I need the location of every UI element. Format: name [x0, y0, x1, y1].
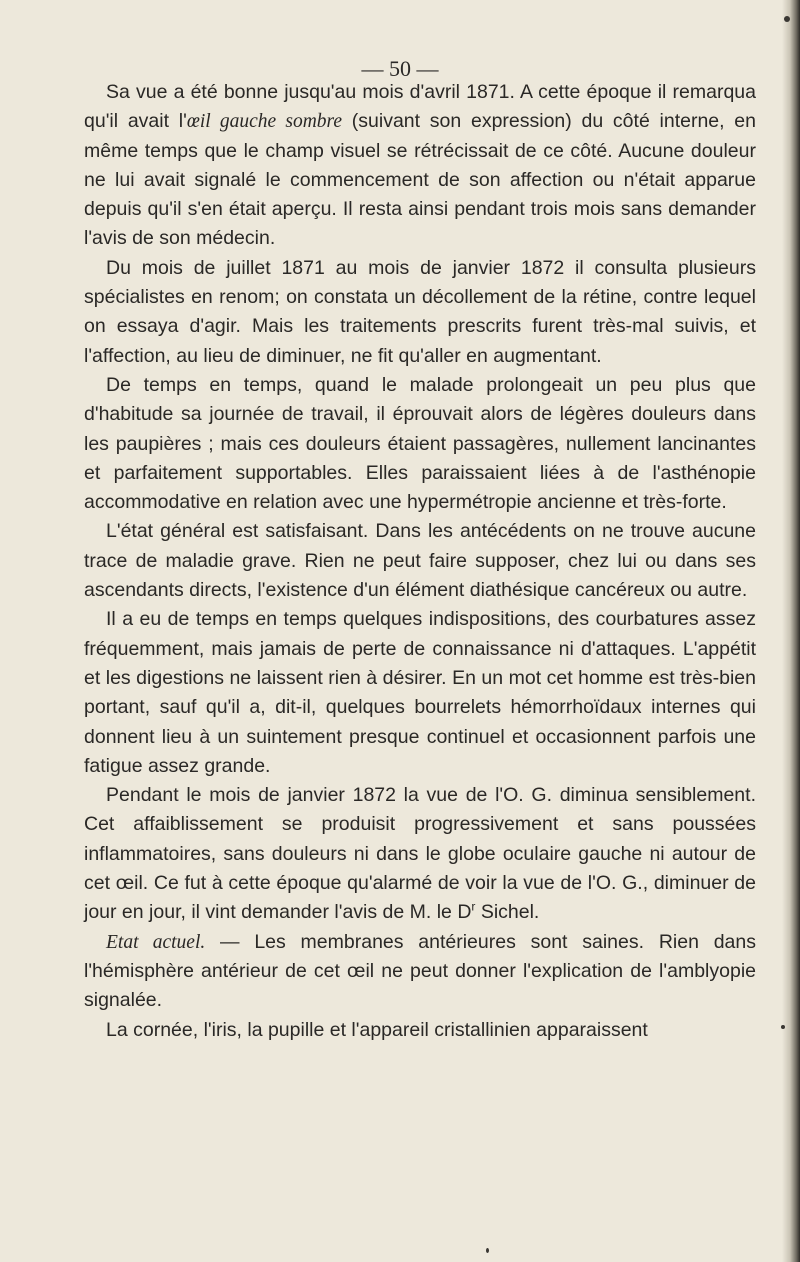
text-run: Sichel.	[475, 901, 540, 924]
text-run: La cornée, l'iris, la pupille et l'appareil cristallinien apparaissent	[106, 1018, 648, 1041]
text-run: Sa vue a été bonne jusqu'au mois d'avril 1871. A cette époque il remarqua qu'il avait l'	[84, 81, 756, 133]
text-run: Il a eu de temps en temps quelques indispositions, des courbatures assez fréquemment, mais jamais de perte de connaissance ni d'attaques. L'appétit et les digestions ne laissent rien à désirer. En un mot cet homme est très-bien portant, sauf qu'il a, dit-il, quelques bourrelets hémorrhoïdaux internes qui donnent lieu à un suintement presque continuel et occasionnent parfois une fatigue assez grande.	[84, 608, 756, 777]
text-run: Du mois de juillet 1871 au mois de janvier 1872 il consulta plusieurs spécialistes en renom; on constata un décollement de la rétine, contre lequel on essaya d'agir. Mais les traitements prescrits furent très-mal suivis, et l'affection, au lieu de diminuer, ne fit qu'aller en augmentant.	[84, 256, 756, 367]
paragraph	[84, 781, 756, 927]
text-run: De temps en temps, quand le malade prolongeait un peu plus que d'habitude sa journée de travail, il éprouvait alors de légères douleurs dans les paupières ; mais ces douleurs étaient passagères, nullement lancinantes et parfaitement supportables. Elles paraissaient liées à de l'asthénopie accommodative en relation avec une hypermétropie ancienne et très-forte.	[84, 373, 756, 514]
ink-speck	[781, 1025, 785, 1029]
paragraph	[84, 605, 756, 781]
text-run: L'état général est satisfaisant. Dans les antécédents on ne trouve aucune trace de maladie grave. Rien ne peut faire supposer, chez lui ou dans ses ascendants directs, l'existence d'un élément diathésique cancéreux ou autre.	[84, 520, 756, 602]
page-number: — 50 —	[361, 56, 439, 81]
body-text	[84, 78, 756, 1045]
paragraph	[84, 254, 756, 371]
paragraph	[84, 928, 756, 1016]
text-run: — Les membranes antérieures sont saines. Rien dans l'hémisphère antérieur de cet œil ne peut donner l'explication de l'amblyopie signalée.	[84, 930, 756, 1012]
paragraph	[84, 517, 756, 605]
paragraph	[84, 371, 756, 517]
text-run: Pendant le mois de janvier 1872 la vue de l'O. G. diminua sensiblement. Cet affaiblissement se produisit progressivement et sans poussées inflammatoires, sans douleurs ni dans le globe oculaire gauche ni autour de cet œil. Ce fut à cette époque qu'alarmé de voir la vue de l'O. G., diminuer de jour en jour, il vint demander l'avis de M. le D	[84, 784, 756, 924]
paragraph	[84, 1016, 756, 1045]
italic-text: Etat actuel.	[106, 931, 206, 953]
ink-speck	[784, 16, 790, 22]
paragraph	[84, 78, 756, 254]
italic-text: œil gauche sombre	[186, 111, 343, 133]
ink-speck	[486, 1248, 489, 1253]
page-edge-shadow	[782, 0, 800, 1262]
superscript: r	[471, 899, 476, 914]
text-run: (suivant son expression) du côté interne, en même temps que le champ visuel se rétrécissait de ce côté. Aucune douleur ne lui avait signalé le commencement de son affection ou n'était apparue depuis qu'il s'en était aperçu. Il resta ainsi pendant trois mois sans demander l'avis de son médecin.	[84, 110, 756, 250]
